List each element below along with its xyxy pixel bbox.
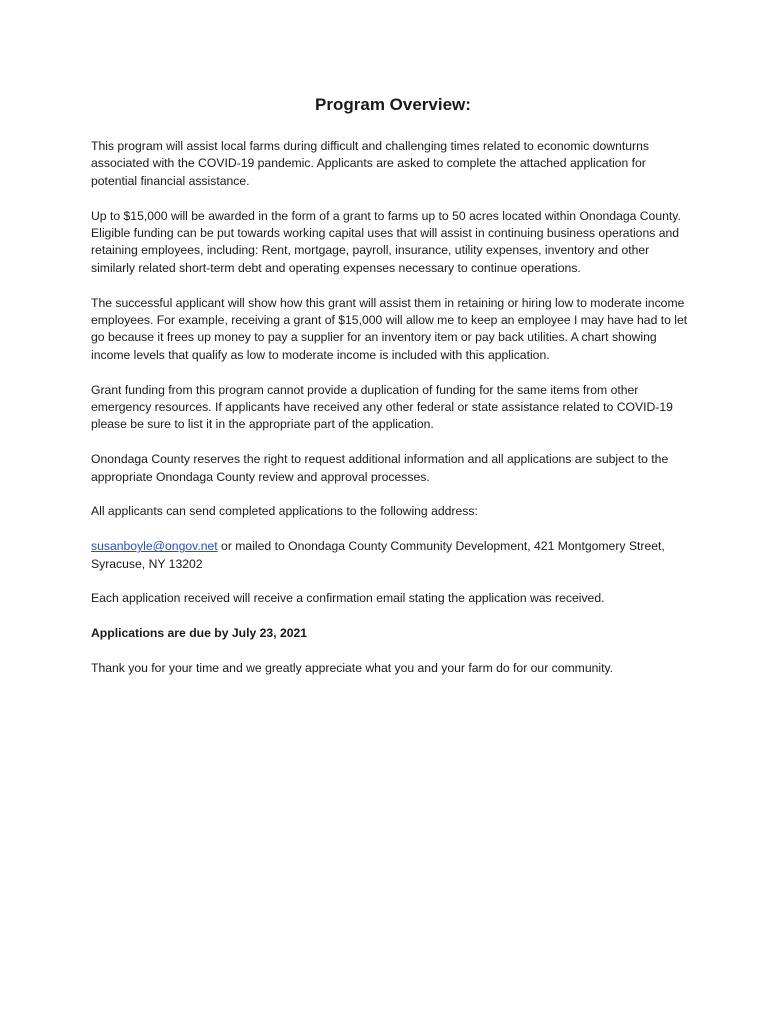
paragraph-confirmation: Each application received will receive a confirmation email stating the application was received. bbox=[91, 591, 605, 606]
document-body bbox=[91, 94, 691, 695]
email-link[interactable]: susanboyle@ongov.net bbox=[91, 539, 218, 554]
paragraph-employee-retention: The successful applicant will show how this grant will assist them in retaining or hiring low to moderate income employees. For example, receiving a grant of $15,000 will allow me to keep an employee I may have had to let go because it frees up money to pay a supplier for an inventory item or pay back utilities. A chart showing income levels that qualify as low to moderate income is included with this application. bbox=[91, 295, 688, 362]
paragraph-purpose: This program will assist local farms during difficult and challenging times related to economic downturns associated with the COVID-19 pandemic. Applicants are asked to complete the attached application for potential financial assistance. bbox=[91, 139, 649, 188]
paragraph-send-instructions: All applicants can send completed applications to the following address: bbox=[91, 504, 478, 519]
paragraph-county-rights: Onondaga County reserves the right to request additional information and all applications are subject to the appropriate Onondaga County review and approval processes. bbox=[91, 452, 669, 484]
paragraph-award-amount: Up to $15,000 will be awarded in the form of a grant to farms up to 50 acres located within Onondaga County. Eligible funding can be put towards working capital uses that will assist in continuing business operations and retaining employees, including: Rent, mortgage, payroll, insurance, utility expenses, inventory and other similarly related short-term debt and operating expenses necessary to continue operations. bbox=[91, 208, 681, 275]
page-title: Program Overview: bbox=[315, 95, 471, 114]
due-date-notice: Applications are due by July 23, 2021 bbox=[91, 626, 308, 641]
mailing-address-text: or mailed to Onondaga County Community Development, 421 Montgomery Street, Syracuse, NY 13202 bbox=[91, 539, 665, 571]
paragraph-thank-you: Thank you for your time and we greatly appreciate what you and your farm do for our community. bbox=[91, 661, 614, 676]
paragraph-duplication-funding: Grant funding from this program cannot provide a duplication of funding for the same items from other emergency resources. If applicants have received any other federal or state assistance related to COVID-19 please be sure to list it in the appropriate part of the application. bbox=[91, 382, 673, 432]
paragraph-address bbox=[91, 538, 691, 573]
